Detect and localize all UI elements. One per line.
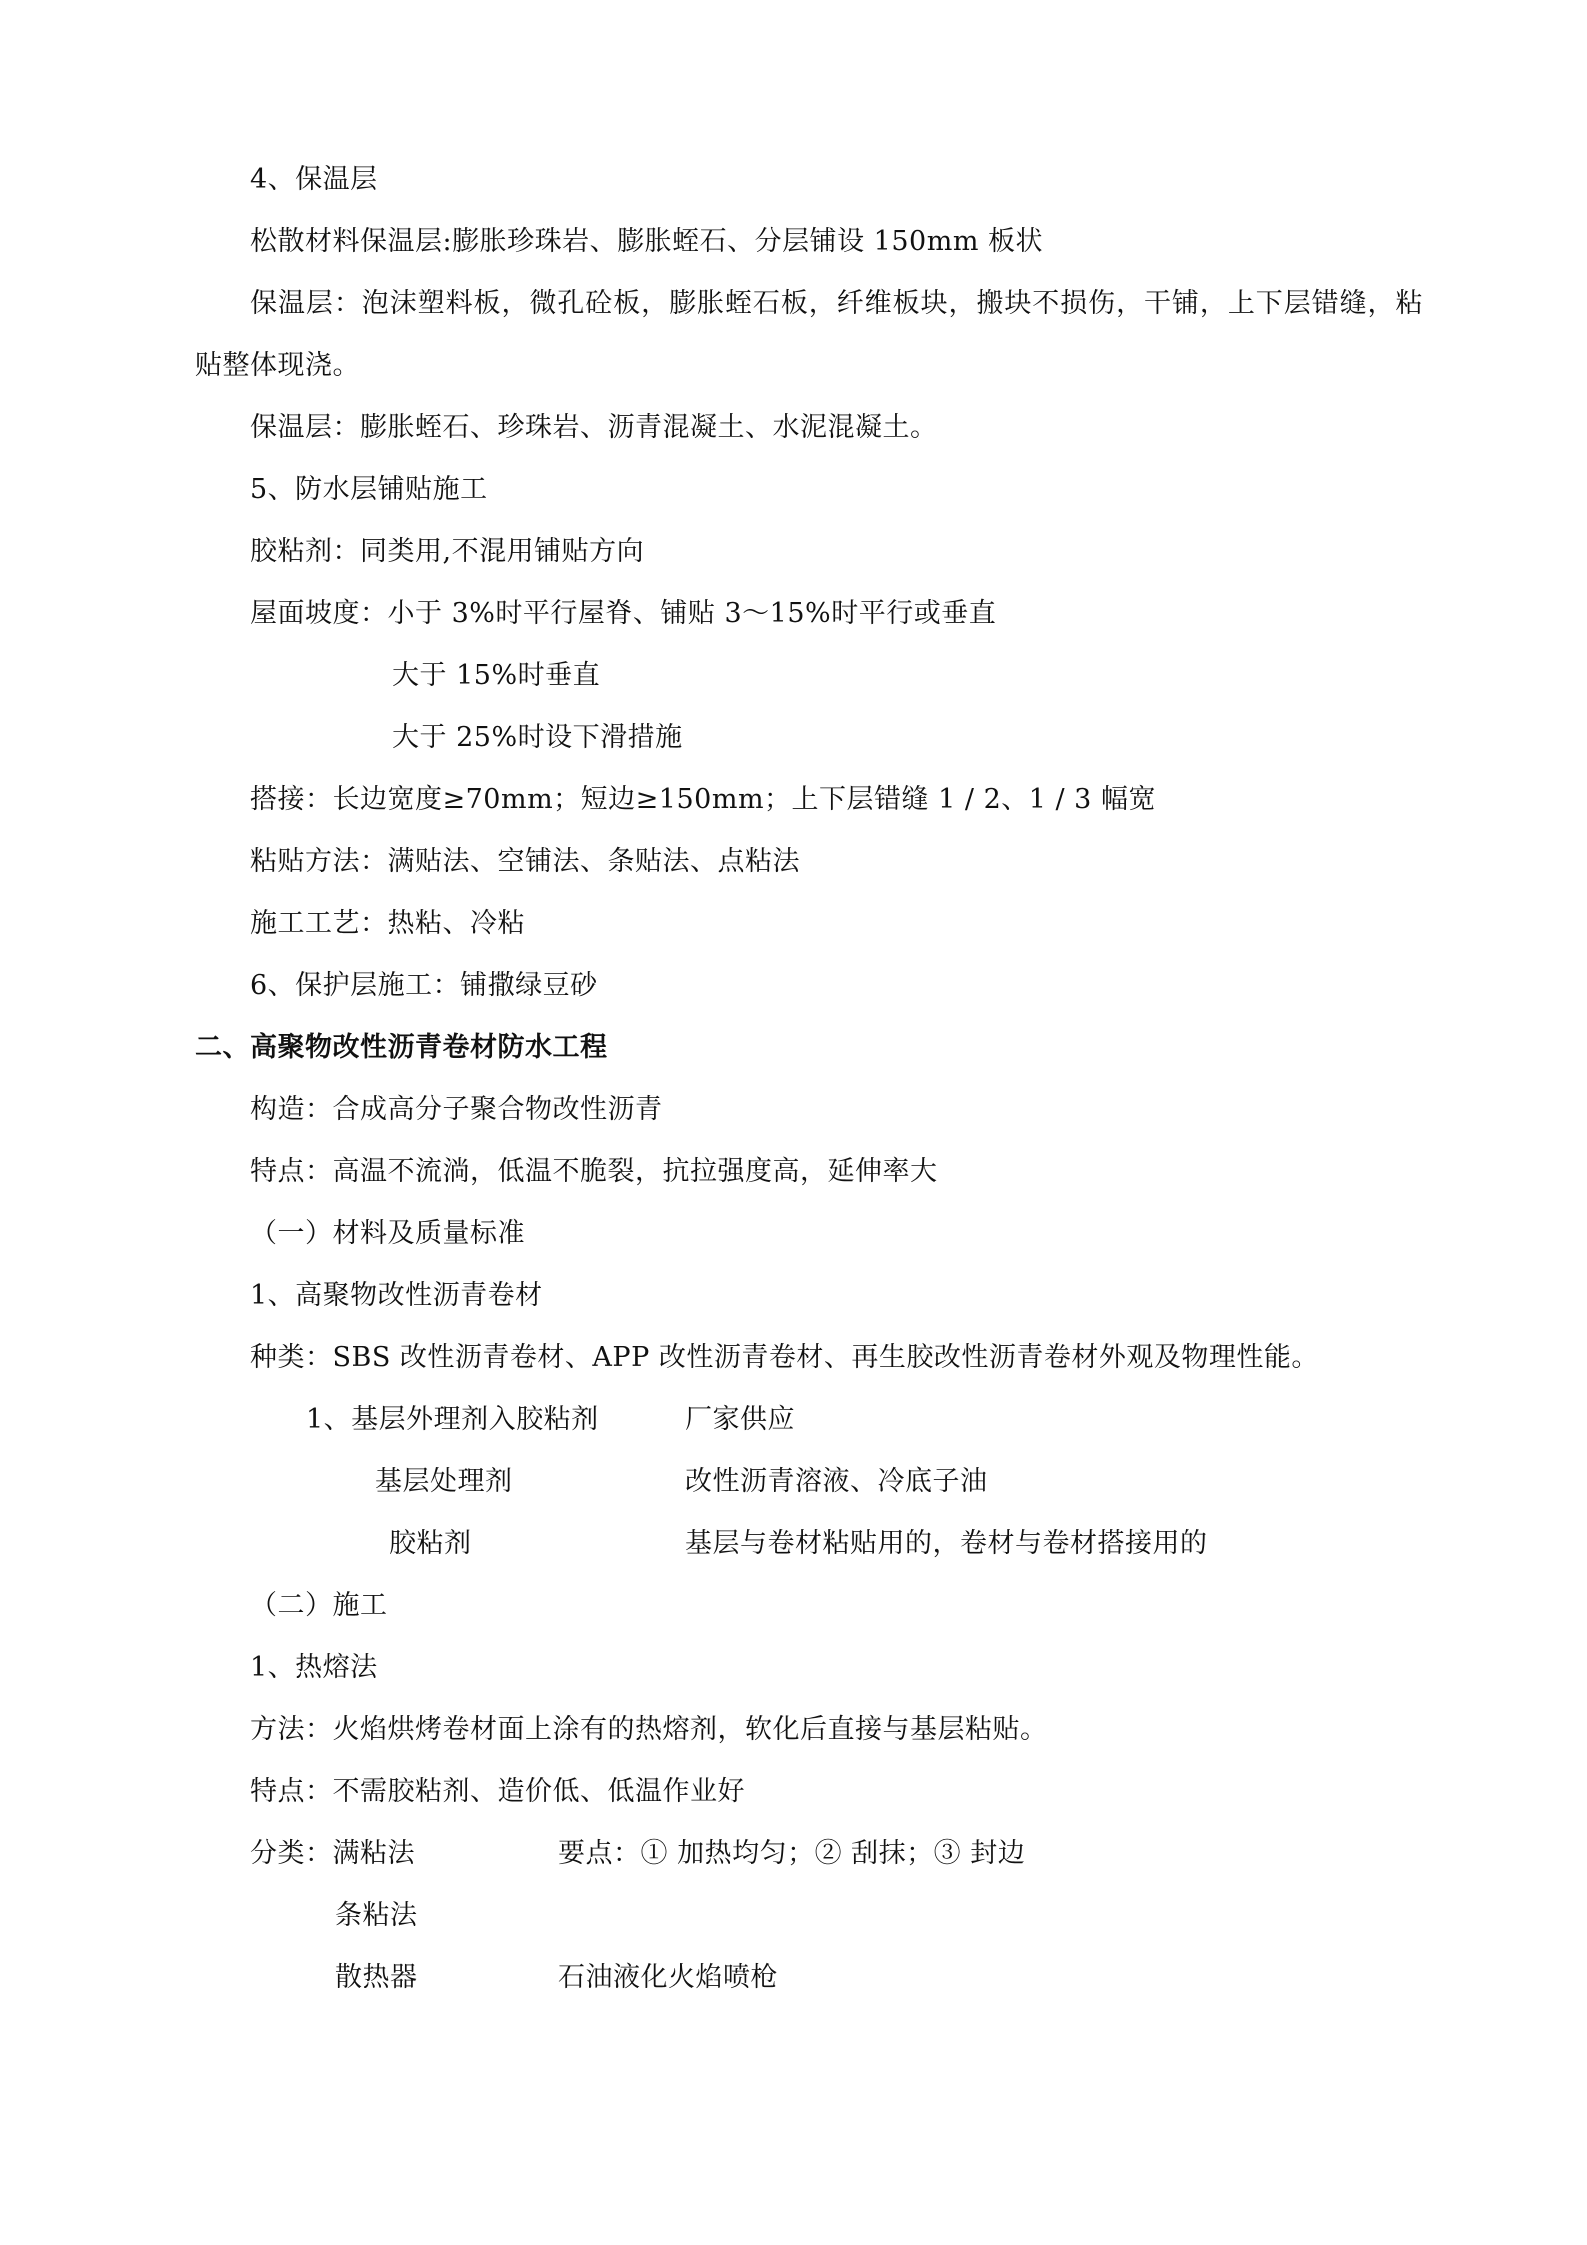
paragraph-loose-insulation: 松散材料保温层:膨胀珍珠岩、膨胀蛭石、分层铺设 150mm 板状	[250, 226, 1044, 257]
row-adhesive-value: 基层与卷材粘贴用的，卷材与卷材搭接用的	[685, 1528, 1208, 1559]
row-base-treatment-label: 基层处理剂	[375, 1466, 513, 1497]
paragraph-slope-25: 大于 25%时设下滑措施	[392, 722, 683, 753]
row-classification-label: 分类：满粘法	[250, 1838, 415, 1869]
heading-waterproof-layer: 5、防水层铺贴施工	[250, 474, 488, 505]
row-heater-label: 散热器	[335, 1962, 418, 1993]
section-heading-modified-asphalt: 二、高聚物改性沥青卷材防水工程	[195, 1032, 608, 1063]
paragraph-structure: 构造：合成高分子聚合物改性沥青	[250, 1094, 663, 1125]
paragraph-roof-slope: 屋面坡度：小于 3%时平行屋脊、铺贴 3～15%时平行或垂直	[250, 598, 997, 629]
heading-protective-layer: 6、保护层施工：铺撒绿豆砂	[250, 970, 598, 1001]
row-primer-label: 1、基层外理剂入胶粘剂	[306, 1404, 599, 1435]
paragraph-cast-insulation: 保温层：膨胀蛭石、珍珠岩、沥青混凝土、水泥混凝土。	[250, 412, 938, 443]
paragraph-overlap: 搭接：长边宽度≥70mm；短边≥150mm；上下层错缝 1 / 2、1 / 3 幅宽	[250, 784, 1156, 815]
row-primer-value: 厂家供应	[685, 1404, 795, 1435]
subheading-construction: （二）施工	[250, 1590, 388, 1621]
row-strip-bonding: 条粘法	[335, 1900, 418, 1931]
paragraph-method: 方法：火焰烘烤卷材面上涂有的热熔剂，软化后直接与基层粘贴。	[250, 1714, 1048, 1745]
heading-insulation-layer: 4、保温层	[250, 164, 378, 195]
row-base-treatment-value: 改性沥青溶液、冷底子油	[685, 1466, 988, 1497]
paragraph-hot-melt-features: 特点：不需胶粘剂、造价低、低温作业好	[250, 1776, 745, 1807]
paragraph-slope-15: 大于 15%时垂直	[392, 660, 601, 691]
heading-hot-melt: 1、热熔法	[250, 1652, 378, 1683]
row-classification-points: 要点：① 加热均匀；② 刮抹；③ 封边	[558, 1838, 1026, 1869]
paragraph-features: 特点：高温不流淌，低温不脆裂，抗拉强度高，延伸率大	[250, 1156, 938, 1187]
paragraph-adhesive: 胶粘剂：同类用,不混用铺贴方向	[250, 536, 645, 567]
paragraph-board-insulation-cont: 贴整体现浇。	[195, 350, 360, 381]
paragraph-process: 施工工艺：热粘、冷粘	[250, 908, 525, 939]
row-heater-value: 石油液化火焰喷枪	[558, 1962, 778, 1993]
paragraph-types: 种类：SBS 改性沥青卷材、APP 改性沥青卷材、再生胶改性沥青卷材外观及物理性能。	[250, 1342, 1319, 1373]
paragraph-board-insulation: 保温层：泡沫塑料板，微孔砼板，膨胀蛭石板，纤维板块，搬块不损伤，干铺，上下层错缝，粘	[250, 288, 1423, 319]
row-adhesive-label: 胶粘剂	[389, 1528, 472, 1559]
heading-membrane: 1、高聚物改性沥青卷材	[250, 1280, 543, 1311]
subheading-materials: （一）材料及质量标准	[250, 1218, 525, 1249]
paragraph-bonding-method: 粘贴方法：满贴法、空铺法、条贴法、点粘法	[250, 846, 800, 877]
